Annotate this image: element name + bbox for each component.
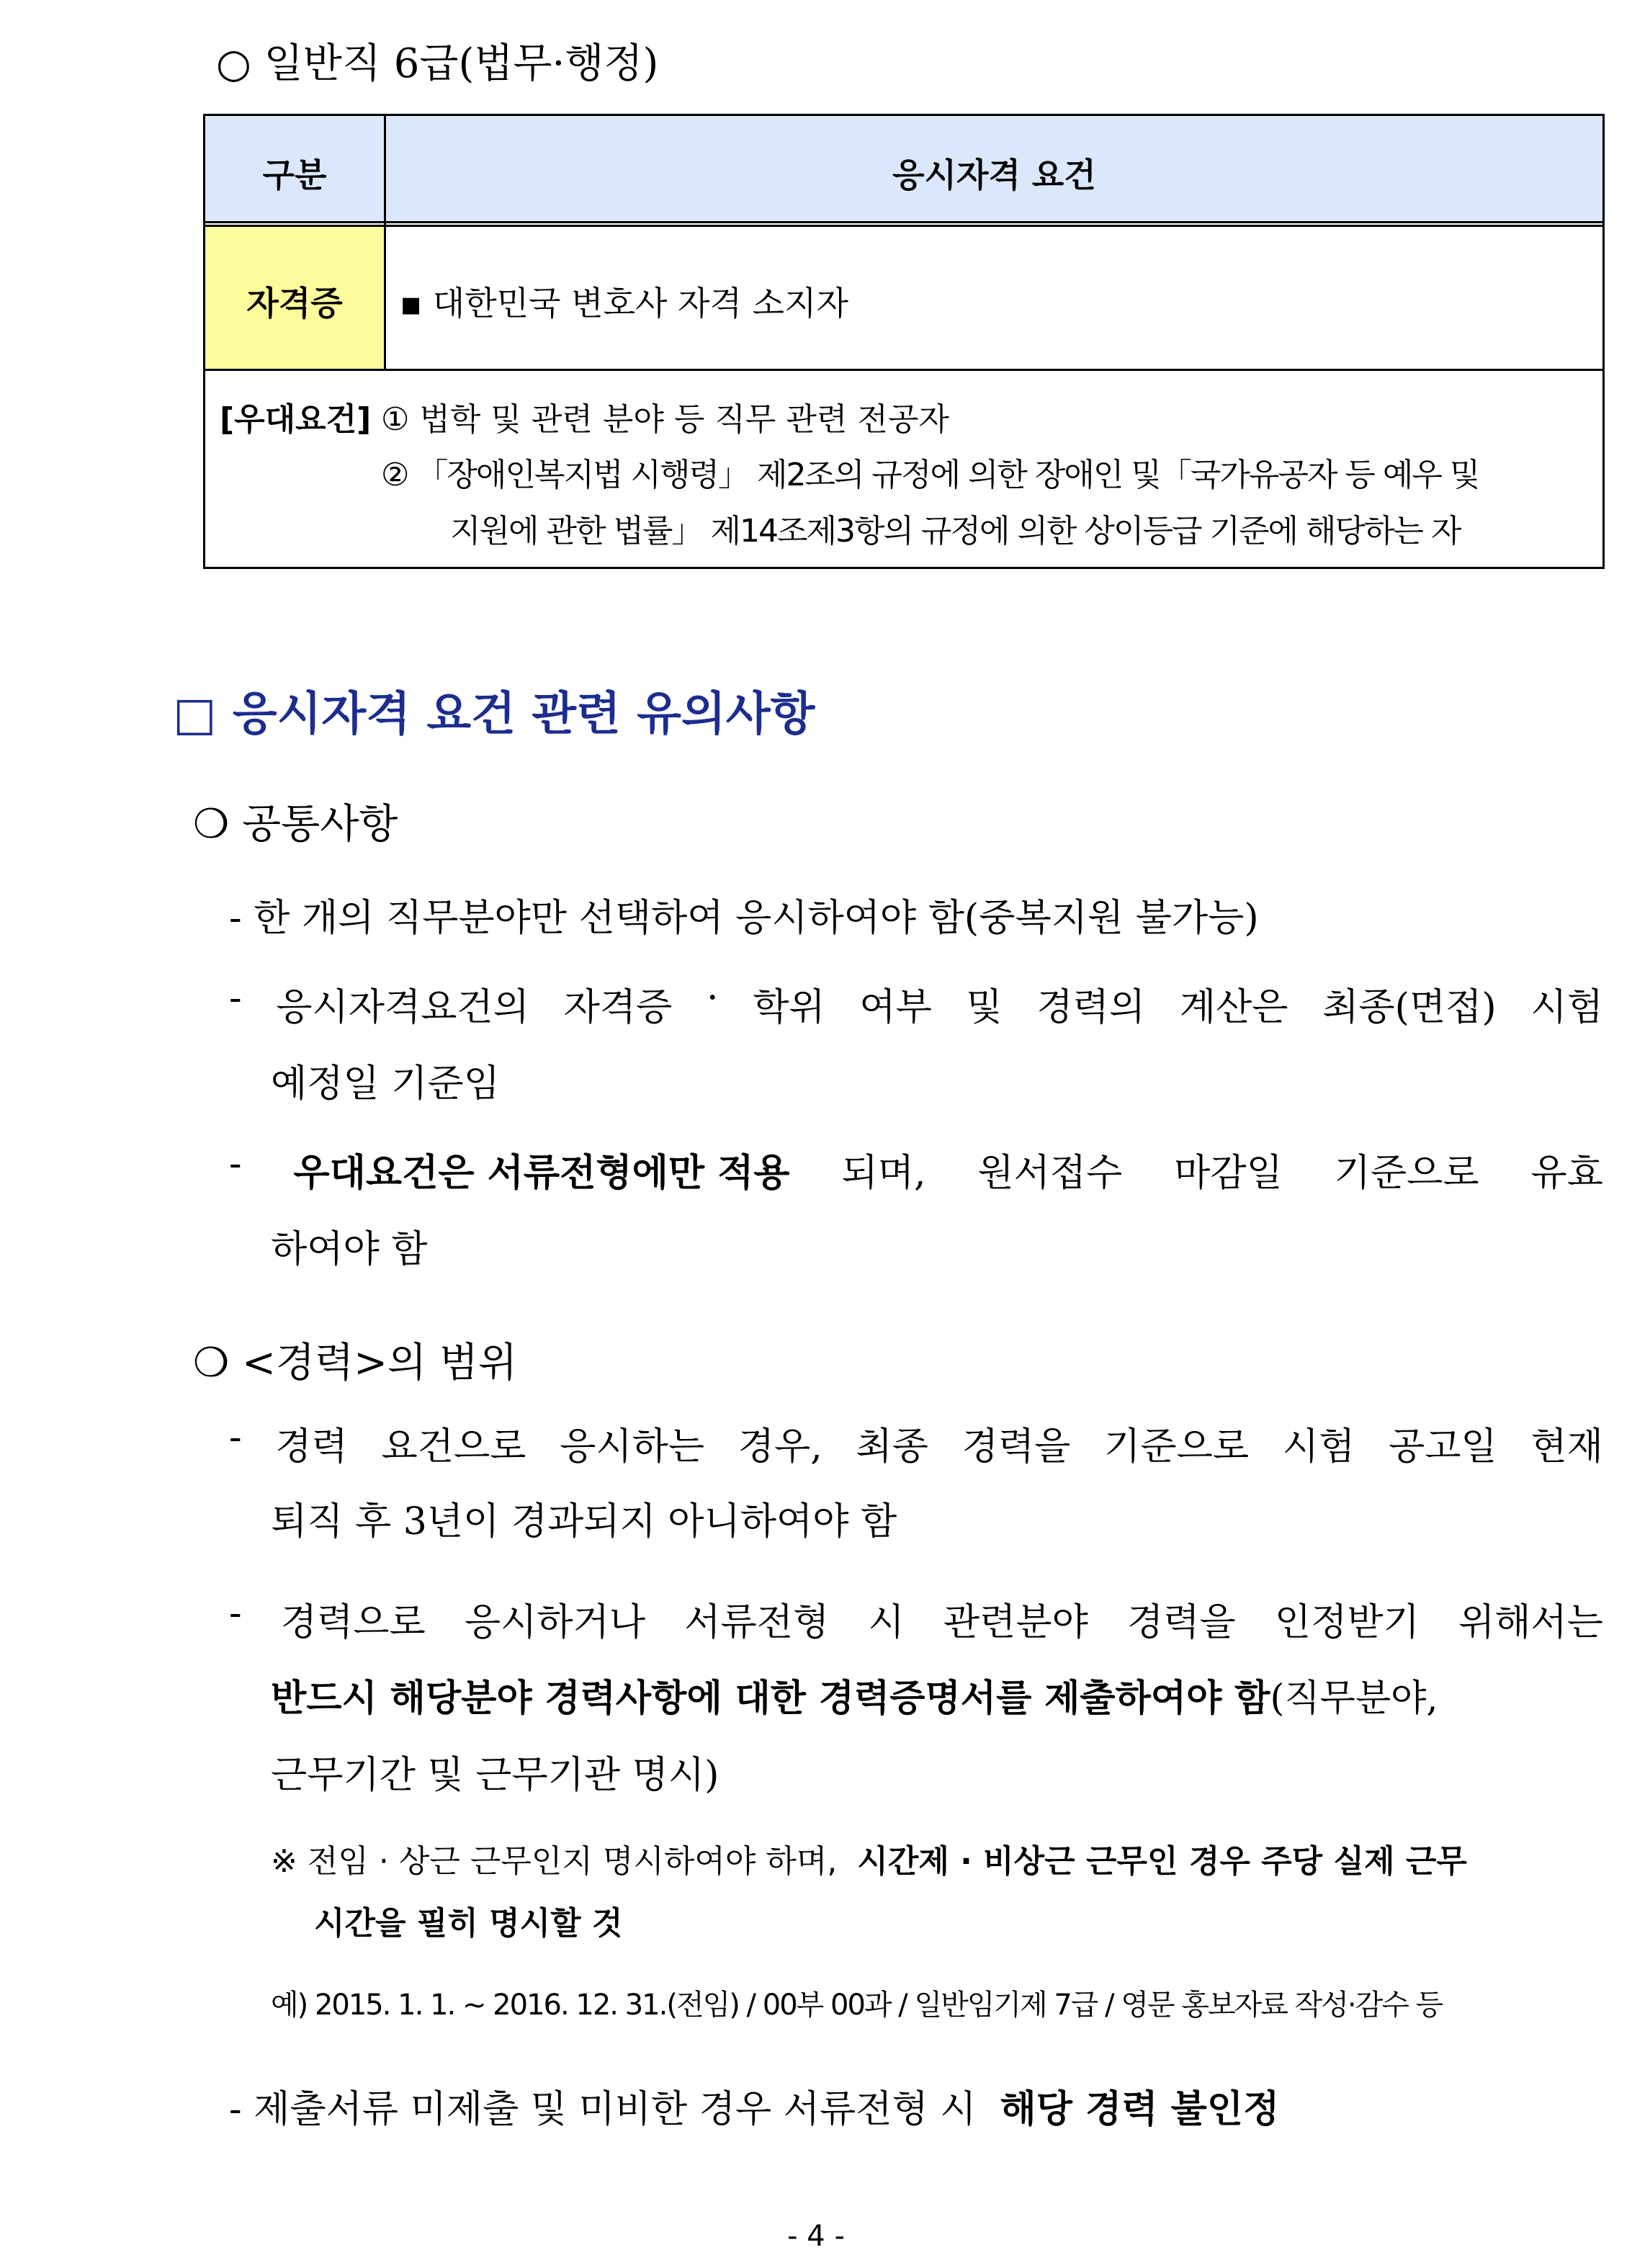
preference-item-2: ② 「장애인복지법 시행령」 제2조의 규정에 의한 장애인 및「국가유공자 등 예우 및 [381, 457, 1479, 493]
header-col-requirements: 응시자격 요건 [892, 156, 1096, 194]
career-item-2-line1: - 경력으로 응시하거나 서류전형 시 관련분야 경력을 인정받기 위해서는 [229, 1592, 1603, 1644]
cert-label: 자격증 [246, 284, 343, 323]
cert-content: ▪ 대한민국 변호사 자격 소지자 [400, 284, 848, 323]
qualification-table [203, 114, 1605, 569]
common-item-3-line1: - 우대요건은 서류전형에만 적용 되며, 원서접수 마감일 기준으로 유효 [229, 1142, 1603, 1195]
common-item-2-line1: - 응시자격요건의 자격증 · 학위 여부 및 경력의 계산은 최종(면접) 시험 [229, 977, 1603, 1029]
page-number: - 4 - [787, 2220, 845, 2253]
common-item-1: - 한 개의 직무분야만 선택하여 응시하여야 함(중복지원 불가능) [229, 897, 1259, 940]
preference-label: [우대요건] [220, 401, 372, 438]
career-item-3: - 제출서류 미제출 및 미비한 경우 서류전형 시 해당 경력 불인정 [229, 2087, 1280, 2131]
section-title: □ 응시자격 요건 관련 유의사항 [173, 688, 815, 741]
sub-title: ○ 일반직 6급(법무·행정) [216, 40, 659, 87]
common-item-3-line2: 하여야 함 [271, 1228, 428, 1271]
preference-item-2-cont: 지원에 관한 법률」 제14조제3항의 규정에 의한 상이등급 기준에 해당하는 자 [450, 513, 1461, 550]
career-note-line2: 시간을 필히 명시할 것 [314, 1905, 623, 1942]
common-heading: ❍ 공통사항 [193, 801, 398, 848]
career-item-1-line1: - 경력 요건으로 응시하는 경우, 최종 경력을 기준으로 시험 공고일 현재 [229, 1416, 1603, 1469]
header-col-category: 구분 [262, 156, 327, 194]
career-heading: ❍ <경력>의 범위 [193, 1340, 518, 1386]
career-example: 예) 2015. 1. 1. ~ 2016. 12. 31.(전임) / 00부 00과 / 일반임기제 7급 / 영문 홍보자료 작성·감수 등 [271, 1989, 1443, 2022]
preference-item-1: ① 법학 및 관련 분야 등 직무 관련 전공자 [381, 401, 949, 438]
career-item-2-line2: 반드시 해당분야 경력사항에 대한 경력증명서를 제출하여야 함(직무분야, [271, 1677, 1438, 1720]
career-item-2-line3: 근무기간 및 근무기관 명시) [271, 1754, 719, 1797]
career-note-line1: ※ 전임 · 상근 근무인지 명시하여야 하며, 시간제 · 비상근 근무인 경우 주당 실제 근무 [271, 1843, 1467, 1880]
common-item-2-line2: 예정일 기준임 [271, 1062, 500, 1106]
career-item-1-line2: 퇴직 후 3년이 경과되지 아니하여야 함 [271, 1500, 897, 1543]
